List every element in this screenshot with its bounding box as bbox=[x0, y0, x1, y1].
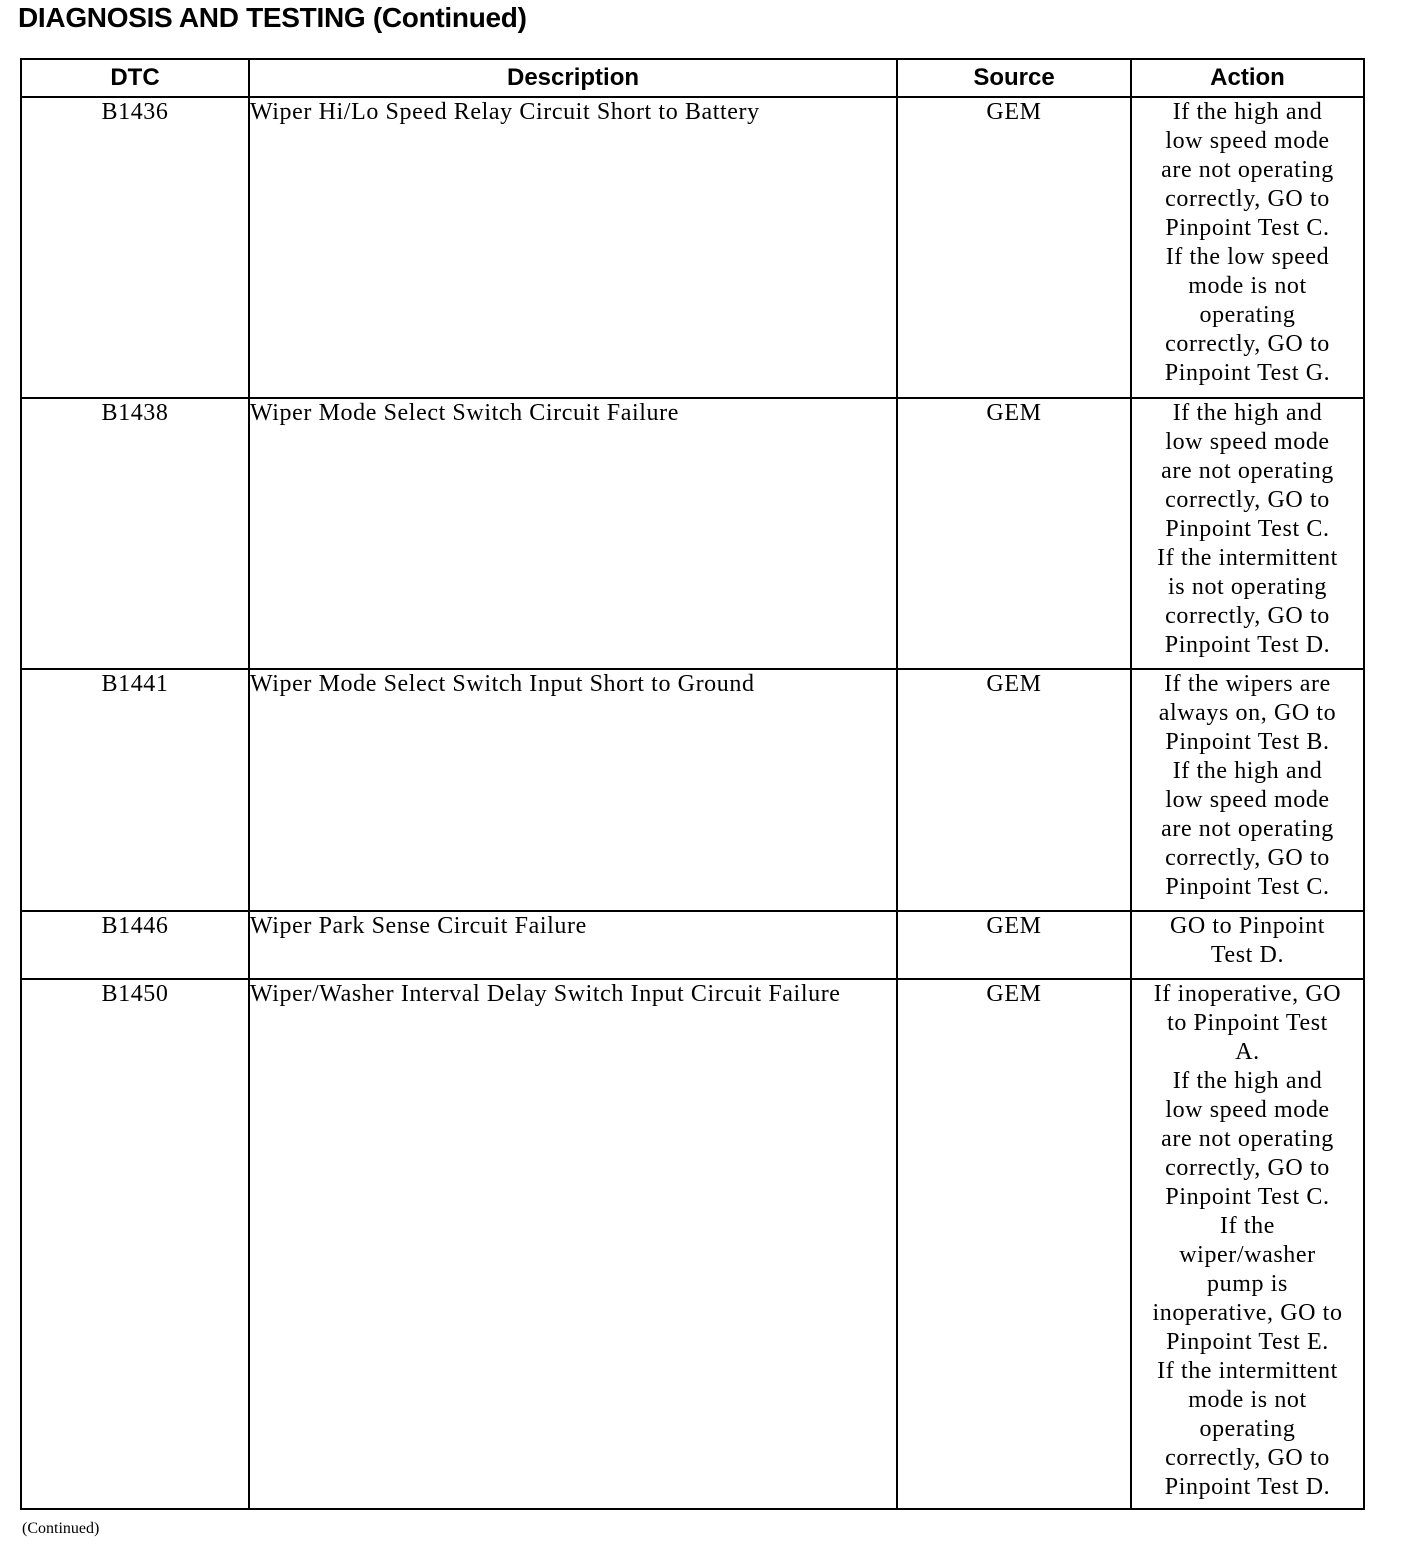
table-row bbox=[21, 979, 1364, 1509]
header-dtc: DTC bbox=[21, 59, 249, 97]
dtc-action bbox=[1131, 97, 1364, 398]
action-line: If the high and bbox=[1172, 400, 1323, 426]
action-line: low speed mode bbox=[1165, 429, 1330, 455]
action-line: If the intermittent bbox=[1157, 545, 1338, 571]
action-line: low speed mode bbox=[1165, 1097, 1330, 1123]
table-body bbox=[21, 97, 1364, 1509]
action-line: Pinpoint Test C. bbox=[1165, 874, 1330, 900]
action-line: are not operating bbox=[1161, 458, 1334, 484]
action-line: are not operating bbox=[1161, 1126, 1334, 1152]
action-line: are not operating bbox=[1161, 816, 1334, 842]
action-line: correctly, GO to bbox=[1165, 603, 1330, 629]
action-line: is not operating bbox=[1168, 574, 1327, 600]
action-line: correctly, GO to bbox=[1165, 331, 1330, 357]
action-line: If inoperative, GO bbox=[1153, 981, 1342, 1007]
action-line: Pinpoint Test C. bbox=[1165, 215, 1330, 241]
dtc-action bbox=[1131, 669, 1364, 911]
action-line: Pinpoint Test E. bbox=[1166, 1329, 1329, 1355]
table-row bbox=[21, 398, 1364, 669]
action-line: If the high and bbox=[1172, 758, 1323, 784]
action-line: If the bbox=[1220, 1213, 1275, 1239]
table-row bbox=[21, 911, 1364, 979]
dtc-code: B1436 bbox=[21, 97, 249, 398]
action-line: Pinpoint Test C. bbox=[1165, 1184, 1330, 1210]
action-line: always on, GO to bbox=[1158, 700, 1337, 726]
dtc-action bbox=[1131, 911, 1364, 979]
dtc-code: B1446 bbox=[21, 911, 249, 979]
dtc-description: Wiper Mode Select Switch Input Short to Ground bbox=[249, 669, 897, 911]
dtc-action bbox=[1131, 398, 1364, 669]
action-line: A. bbox=[1235, 1039, 1260, 1065]
dtc-source: GEM bbox=[897, 979, 1131, 1509]
action-line: If the high and bbox=[1172, 1068, 1323, 1094]
action-line: wiper/washer bbox=[1179, 1242, 1316, 1268]
dtc-code: B1441 bbox=[21, 669, 249, 911]
dtc-table bbox=[20, 58, 1365, 1510]
action-line: operating bbox=[1199, 1416, 1296, 1442]
action-line: correctly, GO to bbox=[1165, 1445, 1330, 1471]
action-line: mode is not bbox=[1188, 1387, 1307, 1413]
dtc-source: GEM bbox=[897, 398, 1131, 669]
dtc-description: Wiper Mode Select Switch Circuit Failure bbox=[249, 398, 897, 669]
table-header-row bbox=[21, 59, 1364, 97]
action-line: mode is not bbox=[1188, 273, 1307, 299]
action-line: Pinpoint Test C. bbox=[1165, 516, 1330, 542]
action-line: If the intermittent bbox=[1157, 1358, 1338, 1384]
table-row bbox=[21, 97, 1364, 398]
action-line: pump is bbox=[1207, 1271, 1288, 1297]
header-source: Source bbox=[897, 59, 1131, 97]
action-line: If the high and bbox=[1172, 99, 1323, 125]
action-line: operating bbox=[1199, 302, 1296, 328]
header-description: Description bbox=[249, 59, 897, 97]
action-line: correctly, GO to bbox=[1165, 1155, 1330, 1181]
continued-note: (Continued) bbox=[22, 1520, 100, 1537]
dtc-description: Wiper Park Sense Circuit Failure bbox=[249, 911, 897, 979]
action-line: inoperative, GO to bbox=[1152, 1300, 1343, 1326]
action-line: If the wipers are bbox=[1164, 671, 1331, 697]
action-line: Pinpoint Test B. bbox=[1165, 729, 1330, 755]
header-action: Action bbox=[1131, 59, 1364, 97]
action-line: Pinpoint Test D. bbox=[1164, 1474, 1331, 1500]
action-line: correctly, GO to bbox=[1165, 845, 1330, 871]
dtc-code: B1450 bbox=[21, 979, 249, 1509]
dtc-description: Wiper Hi/Lo Speed Relay Circuit Short to Battery bbox=[249, 97, 897, 398]
action-line: to Pinpoint Test bbox=[1167, 1010, 1328, 1036]
dtc-source: GEM bbox=[897, 669, 1131, 911]
action-line: correctly, GO to bbox=[1165, 186, 1330, 212]
action-line: If the low speed bbox=[1165, 244, 1330, 270]
dtc-source: GEM bbox=[897, 97, 1131, 398]
action-line: are not operating bbox=[1161, 157, 1334, 183]
action-line: low speed mode bbox=[1165, 128, 1330, 154]
page-title: DIAGNOSIS AND TESTING (Continued) bbox=[18, 2, 527, 33]
table-row bbox=[21, 669, 1364, 911]
dtc-code: B1438 bbox=[21, 398, 249, 669]
action-line: GO to Pinpoint bbox=[1169, 913, 1326, 939]
action-line: low speed mode bbox=[1165, 787, 1330, 813]
action-line: Pinpoint Test G. bbox=[1164, 360, 1331, 386]
action-line: correctly, GO to bbox=[1165, 487, 1330, 513]
action-line: Test D. bbox=[1210, 942, 1285, 968]
dtc-action bbox=[1131, 979, 1364, 1509]
action-line: Pinpoint Test D. bbox=[1164, 632, 1331, 658]
dtc-description: Wiper/Washer Interval Delay Switch Input Circuit Failure bbox=[249, 979, 897, 1509]
dtc-source: GEM bbox=[897, 911, 1131, 979]
